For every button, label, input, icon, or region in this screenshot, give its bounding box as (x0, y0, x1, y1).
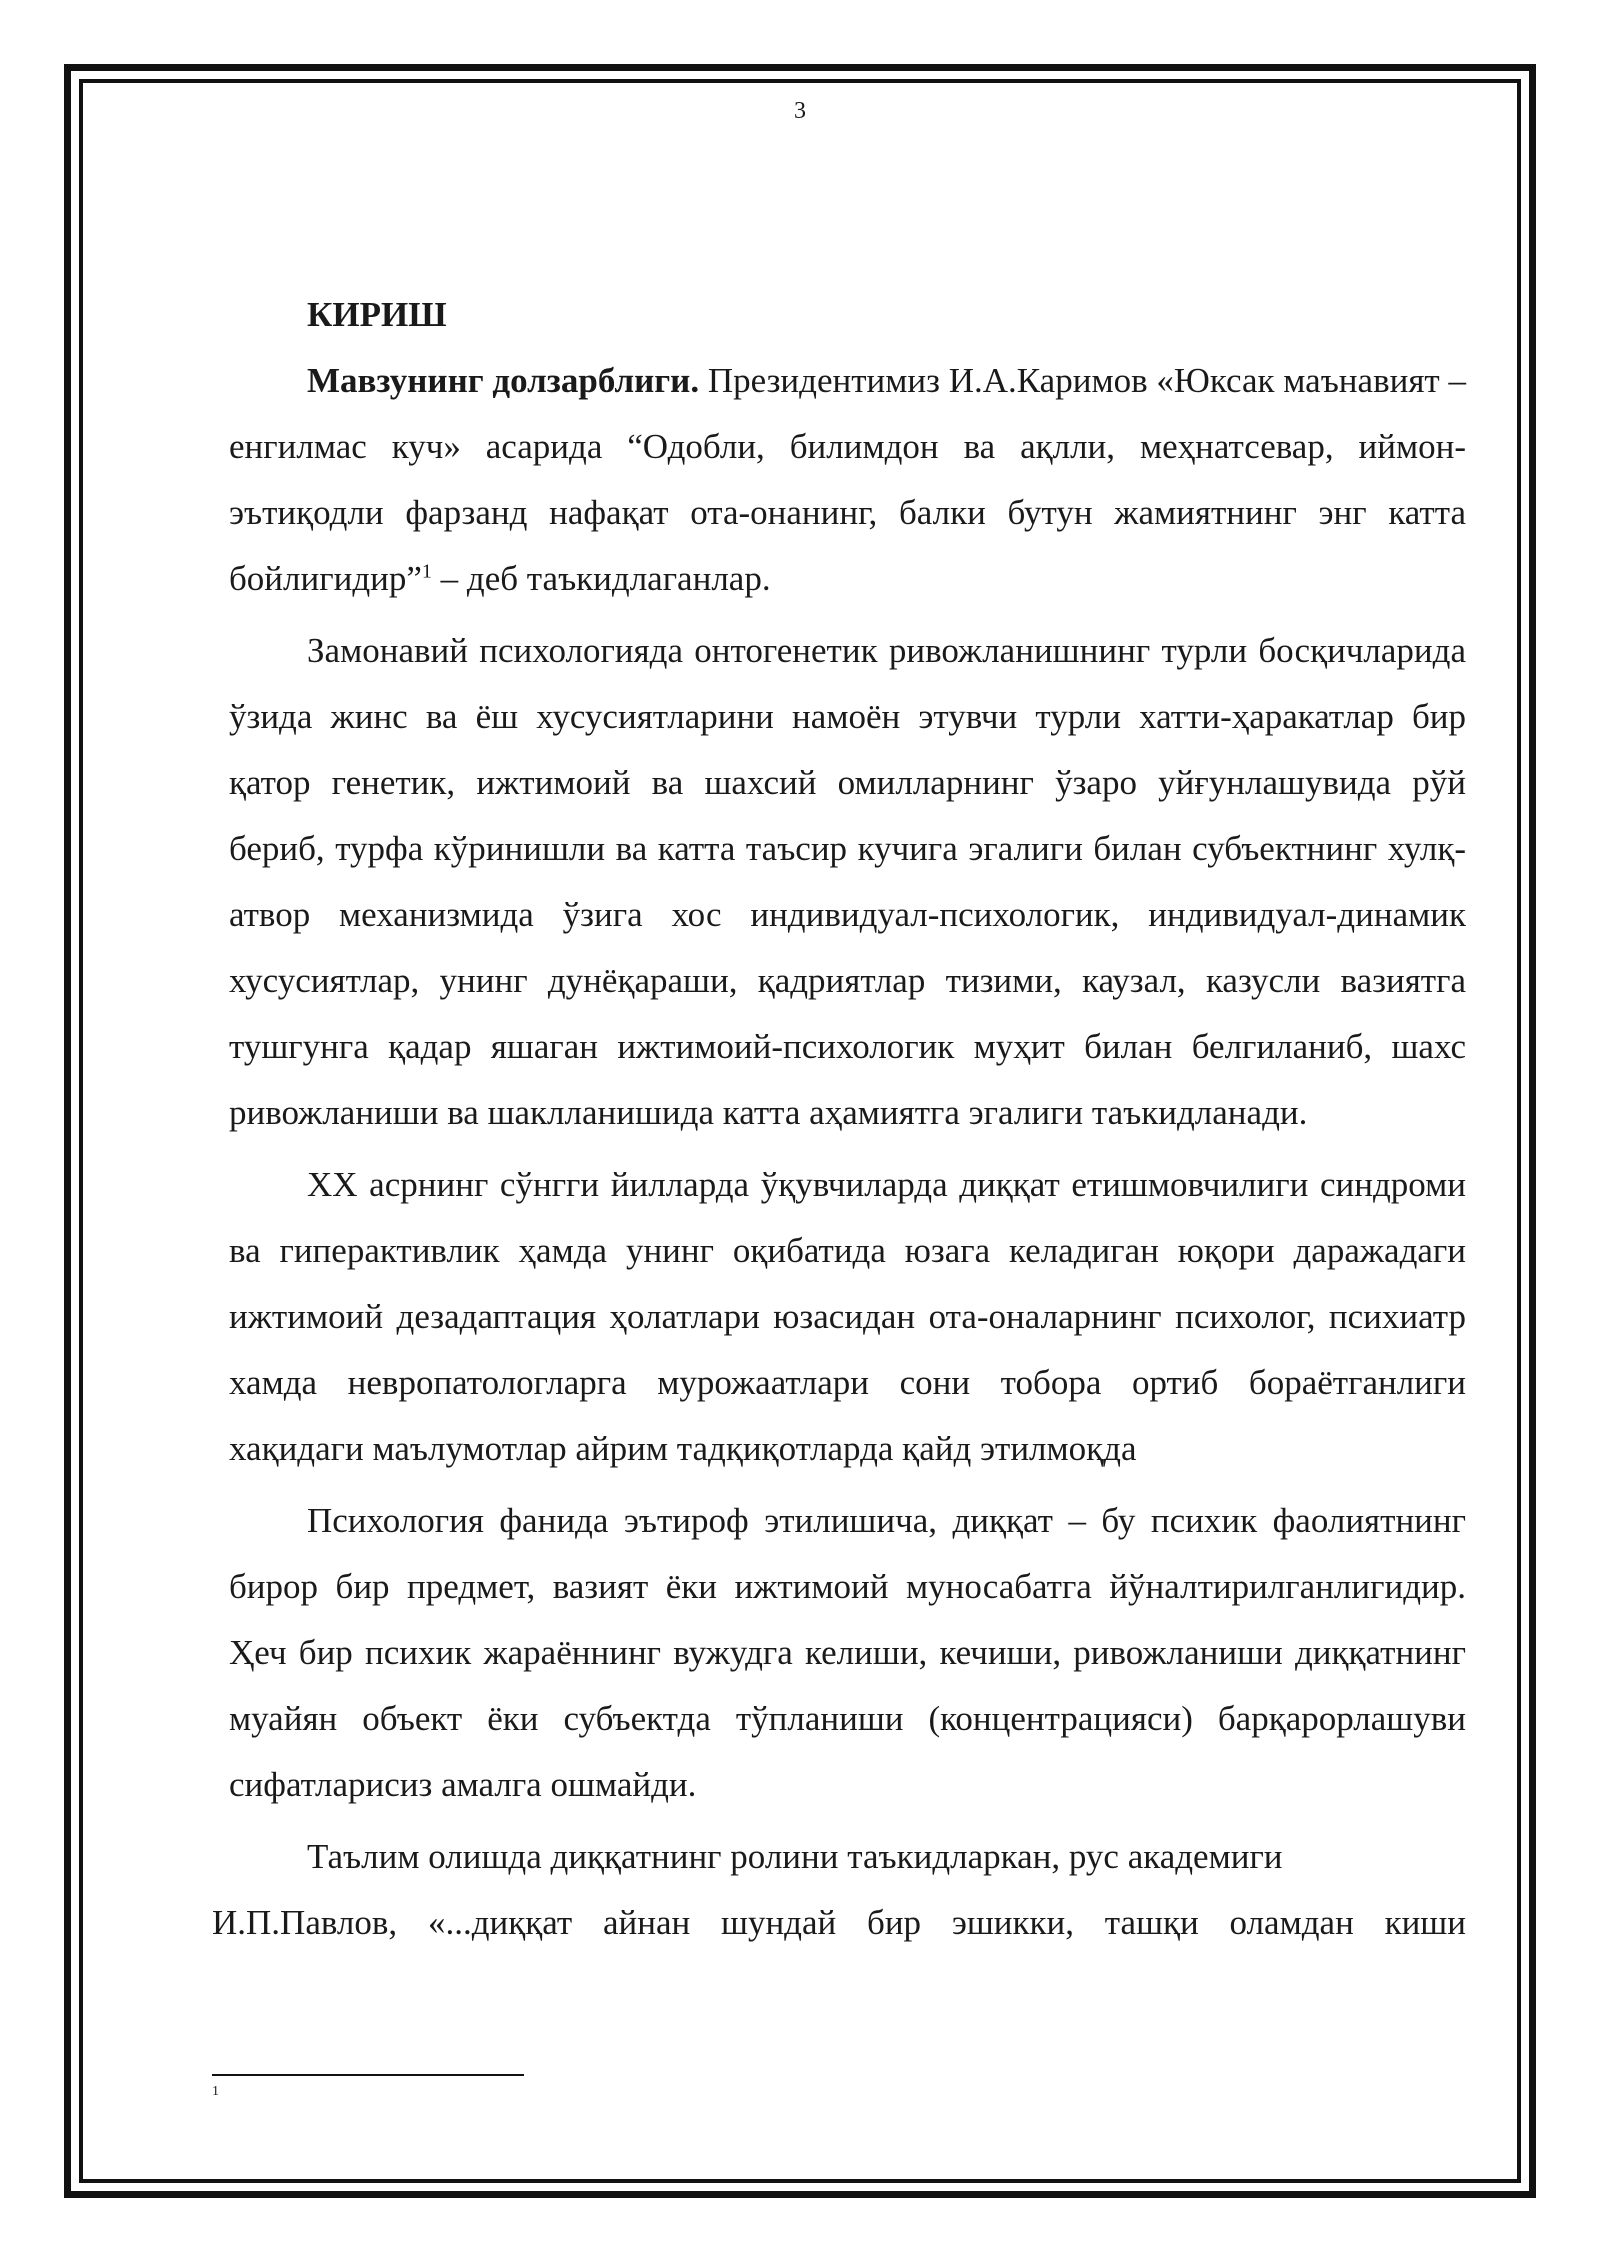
paragraph-attention-deficit: XX асрнинг сўнгги йилларда ўқувчиларда диққат етишмовчилиги синдроми ва гиперактивлик ҳамда унинг оқибатида юзага келадиган юқори даражадаги ижтимоий дезадаптация ҳолатлари юзасидан ота-оналарнинг психолог, психиатр хамда невропатологларга мурожаатлари сони тобора ортиб бораётганлиги хақидаги маълумотлар айрим тадқиқотларда қайд этилмоқда (229, 1165, 1466, 1468)
paragraph-pavlov-line2: И.П.Павлов, «...диққат айнан шундай бир эшикки, ташқи оламдан киши (212, 1903, 1466, 1942)
paragraph-modern-psychology: Замонавий психологияда онтогенетик ривожланишнинг турли босқичларида ўзида жинс ва ёш хусусиятларини намоён этувчи турли хатти-ҳаракатлар бир қатор генетик, ижтимоий ва шахсий омилларнинг ўзаро уйғунлашувида рўй бериб, турфа кўринишли ва катта таъсир кучига эгалиги билан субъектнинг хулқ-атвор механизмида ўзига хос индивидуал-психологик, индивидуал-динамик хусусиятлар, унинг дунёқараши, қадриятлар тизими, каузал, казусли вазиятга тушгунга қадар яшаган ижтимоий-психологик муҳит билан белгиланиб, шахс ривожланиши ва шаклланишида катта аҳамиятга эгалиги таъкидланади. (229, 631, 1466, 1132)
paragraph-tail: – деб таъкидлаганлар. (431, 559, 771, 598)
footnote-separator (212, 2074, 524, 2076)
paragraph-attention-definition: Психология фанида эътироф этилишича, диққат – бу психик фаолиятнинг бирор бир предмет, вазият ёки ижтимоий муносабатга йўналтирилганлигидир. Ҳеч бир психик жараённинг вужудга келиши, кечиши, ривожланиши диққатнинг муайян объект ёки субъектда тўпланиши (концентрацияси) барқарорлашуви сифатларисиз амалга ошмайди. (229, 1501, 1466, 1804)
paragraph-pavlov-line1: Таълим олишда диққатнинг ролини таъкидларкан, рус академиги (307, 1837, 1283, 1876)
page-number: 3 (794, 98, 806, 124)
paragraph-lead: Мавзунинг долзарблиги. (307, 361, 700, 400)
document-body (212, 282, 1466, 1956)
footnote-number: 1 (212, 2084, 219, 2099)
section-heading: КИРИШ (307, 295, 447, 334)
paragraph-relevance (229, 348, 1466, 612)
footnote-reference[interactable]: 1 (421, 560, 432, 583)
paragraph-text: Президентимиз И.А.Каримов «Юксак маънавият – енгилмас куч» асарида “Одобли, билимдон ва ақлли, меҳнатсевар, иймон-эътиқодли фарзанд нафақат ота-онанинг, балки бутун жамиятнинг энг катта бойлигидир” (229, 361, 1466, 598)
